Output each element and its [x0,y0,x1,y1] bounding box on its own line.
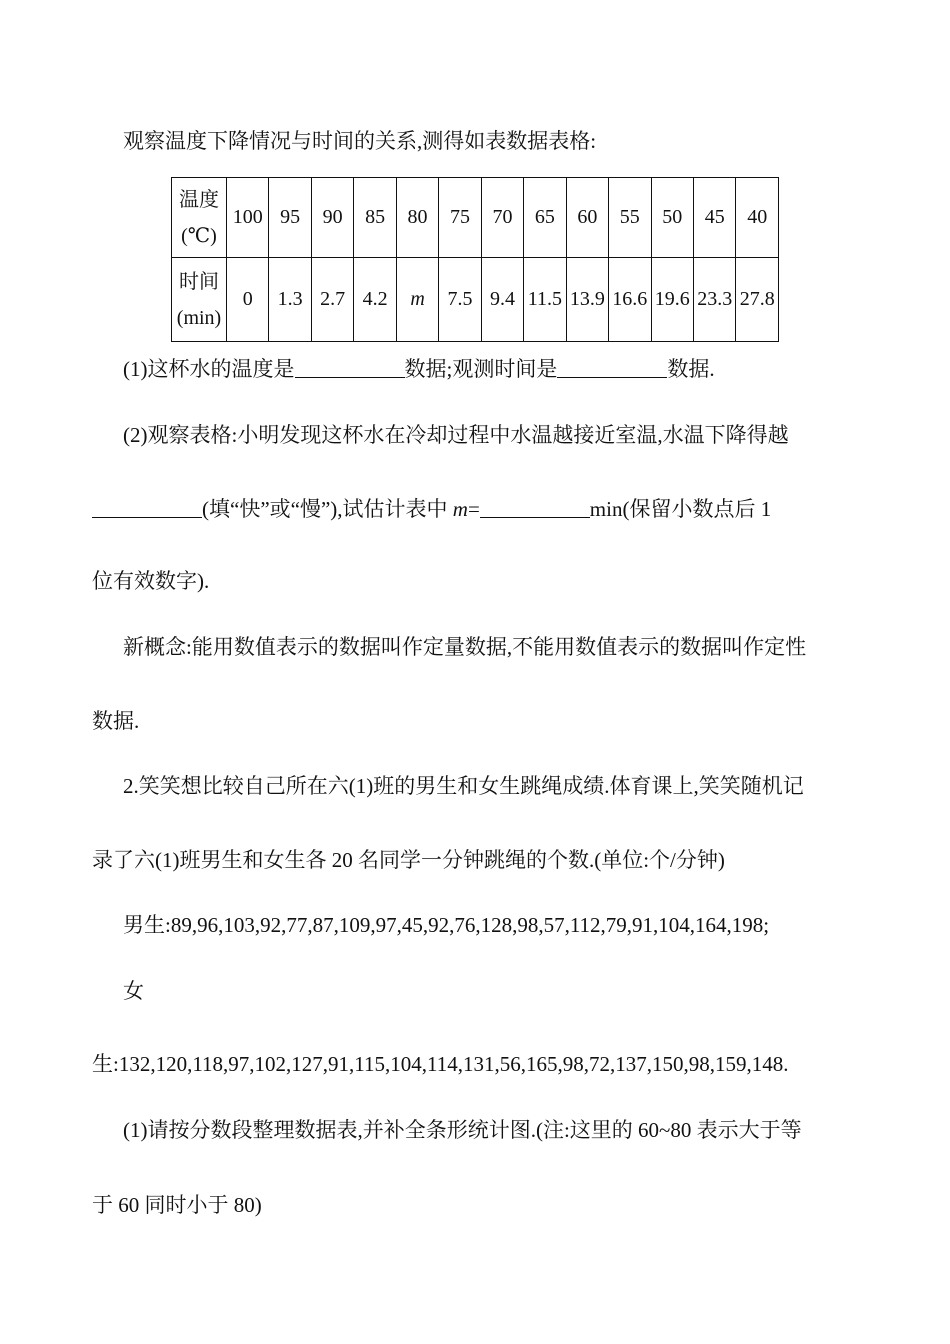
temp-cell: 50 [651,178,693,258]
table-row-temperature [172,178,779,258]
temp-cell: 80 [396,178,438,258]
question-3-line2: 于 60 同时小于 80) [92,1193,262,1217]
temperature-header [172,178,227,258]
temperature-unit: (℃) [181,224,217,247]
temp-cell: 75 [439,178,481,258]
time-cell: 4.2 [354,258,396,342]
q2-equals: = [467,497,480,521]
temp-cell: 85 [354,178,396,258]
time-cell: 7.5 [439,258,481,342]
temp-cell: 65 [524,178,566,258]
q1-text-a: (1)这杯水的温度是 [123,357,295,381]
question-2-line2 [92,494,771,524]
time-header [172,258,227,342]
temp-cell: 90 [311,178,353,258]
table-row-time [172,258,779,342]
girls-label: 女 [123,979,144,1003]
question-2-line3: 位有效数字). [92,569,210,593]
time-cell: 11.5 [524,258,566,342]
time-cell: 19.6 [651,258,693,342]
q2-variable-m: m [452,497,468,521]
time-cell-m: m [396,258,438,342]
problem-2-line2: 录了六(1)班男生和女生各 20 名同学一分钟跳绳的个数.(单位:个/分钟) [92,848,725,872]
concept-line2: 数据. [92,709,140,733]
q2-text-a: (填“快”或“慢”),试估计表中 [202,497,448,521]
answer-blank[interactable] [480,497,590,518]
time-cell: 23.3 [693,258,735,342]
time-cell: 13.9 [566,258,608,342]
temperature-label: 温度 [179,188,219,211]
temp-cell: 40 [736,178,779,258]
time-cell: 16.6 [609,258,651,342]
concept-line1: 新概念:能用数值表示的数据叫作定量数据,不能用数值表示的数据叫作定性 [123,635,807,659]
temp-cell: 95 [269,178,311,258]
question-1 [123,354,715,384]
q2-text-b: min(保留小数点后 1 [589,497,772,521]
q1-text-b: 数据;观测时间是 [404,357,558,381]
intro-text: 观察温度下降情况与时间的关系,测得如表数据表格: [123,129,597,153]
problem-2-line1: 2.笑笑想比较自己所在六(1)班的男生和女生跳绳成绩.体育课上,笑笑随机记 [123,774,804,798]
q1-text-c: 数据. [667,357,715,381]
temperature-time-table [171,177,779,342]
time-cell: 0 [227,258,269,342]
temp-cell: 100 [227,178,269,258]
question-3-line1: (1)请按分数段整理数据表,并补全条形统计图.(注:这里的 60~80 表示大于等 [123,1118,802,1142]
time-cell: 9.4 [481,258,523,342]
time-cell: 1.3 [269,258,311,342]
answer-blank[interactable] [557,357,667,378]
temp-cell: 70 [481,178,523,258]
time-cell: 2.7 [311,258,353,342]
time-unit: (min) [176,306,222,329]
temp-cell: 45 [693,178,735,258]
temp-cell: 60 [566,178,608,258]
question-2-line1: (2)观察表格:小明发现这杯水在冷却过程中水温越接近室温,水温下降得越 [123,423,789,447]
girls-data: 生:132,120,118,97,102,127,91,115,104,114,131,56,165,98,72,137,150,98,159,148. [92,1052,789,1076]
temp-cell: 55 [609,178,651,258]
answer-blank[interactable] [92,497,202,518]
answer-blank[interactable] [295,357,405,378]
time-cell: 27.8 [736,258,779,342]
time-label: 时间 [179,270,219,293]
boys-data: 男生:89,96,103,92,77,87,109,97,45,92,76,128,98,57,112,79,91,104,164,198; [123,913,770,937]
